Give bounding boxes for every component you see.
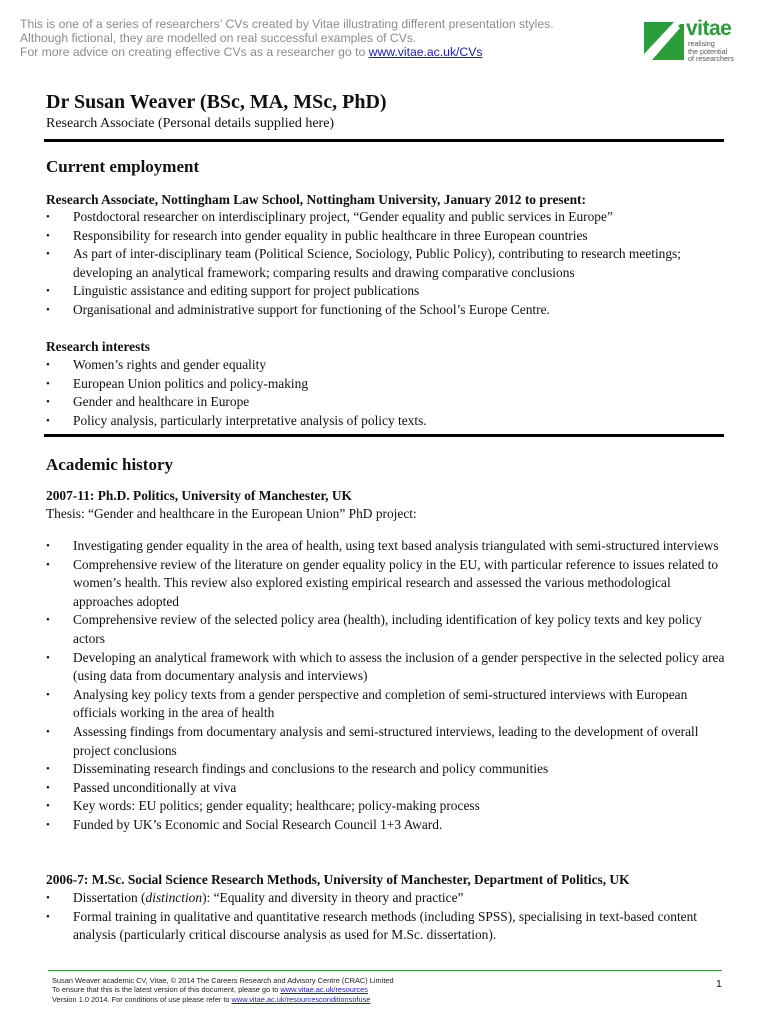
conditions-link[interactable]: www.vitae.ac.uk/resourcesconditionsofuse: [231, 994, 371, 1004]
vitae-logo-mark-icon: [644, 20, 684, 60]
intro-banner: [20, 17, 600, 59]
footer-version-note: [52, 985, 652, 994]
phd-title: 2007-11: Ph.D. Politics, University of Manchester, UK: [46, 488, 352, 503]
list-item: • Investigating gender equality in the area of health, using text based analysis triangulated with semi-structured interviews: [46, 537, 726, 556]
list-item: • Formal training in qualitative and quantitative research methods (including SPSS), specialising in text-based content analysis (particularly critical discourse analysis as used for M.Sc. dissertation).: [46, 908, 726, 945]
vitae-logo-tagline: [688, 40, 748, 63]
list-item: • Analysing key policy texts from a gender perspective and completion of semi-structured interviews with European officials working in the area of health: [46, 686, 726, 723]
list-item: [46, 889, 726, 908]
banner-line-2: Although fictional, they are modelled on real successful examples of CVs.: [20, 31, 417, 45]
phd-thesis: Thesis: “Gender and healthcare in the European Union” PhD project:: [46, 506, 417, 521]
footer-copyright: Susan Weaver academic CV, Vitae, © 2014 The Careers Research and Advisory Centre (CRAC) Limited: [52, 976, 394, 985]
list-item: • Key words: EU politics; gender equality; healthcare; policy-making process: [46, 797, 726, 816]
list-item: • Developing an analytical framework with which to assess the inclusion of a gender perspective in the selected policy area (using data from documentary analysis and interviews): [46, 649, 726, 686]
list-item: • Linguistic assistance and editing support for project publications: [46, 282, 726, 301]
list-item: • Comprehensive review of the literature on gender equality policy in the EU, with particular reference to issues related to women’s health. This review also explored existing empirical research and assessed the various methodological approaches adopted: [46, 556, 726, 612]
footer-line-3-text: Version 1.0 2014. For conditions of use please refer to: [52, 994, 232, 1004]
employment-heading: Current employment: [46, 157, 200, 176]
tagline-line-2: the potential: [688, 46, 728, 56]
list-item: • Policy analysis, particularly interpretative analysis of policy texts.: [46, 412, 726, 431]
footer-conditions: [52, 995, 652, 1004]
list-item: • European Union politics and policy-making: [46, 375, 726, 394]
msc-bullet-prefix: Dissertation (: [73, 890, 146, 905]
msc-title: 2006-7: M.Sc. Social Science Research Methods, University of Manchester, Department of Politics, UK: [46, 872, 630, 887]
cv-subtitle: Research Associate (Personal details supplied here): [46, 116, 335, 131]
footer-line-2-text: To ensure that this is the latest version of this document, please go to: [52, 985, 281, 995]
list-item: • Funded by UK’s Economic and Social Research Council 1+3 Award.: [46, 816, 726, 835]
resources-link[interactable]: www.vitae.ac.uk/resources: [280, 985, 368, 995]
vitae-logo: [644, 17, 744, 64]
page-number: 1: [716, 978, 722, 990]
list-item: • Responsibility for research into gender equality in public healthcare in three European countries: [46, 227, 726, 246]
banner-line-3: [20, 45, 600, 59]
interests-heading: Research interests: [46, 339, 150, 354]
vitae-logo-word: vitae: [686, 17, 732, 40]
list-item: • Passed unconditionally at viva: [46, 779, 726, 798]
academic-heading: Academic history: [46, 455, 174, 474]
cv-name: Dr Susan Weaver (BSc, MA, MSc, PhD): [46, 91, 387, 113]
list-item: • Comprehensive review of the selected policy area (health), including identification of key policy texts and key policy actors: [46, 611, 726, 648]
section-divider: [44, 139, 724, 142]
tagline-line-3: of researchers: [688, 54, 734, 64]
vitae-cv-link[interactable]: www.vitae.ac.uk/CVs: [368, 45, 483, 59]
footer-divider: [48, 970, 722, 971]
section-divider: [44, 434, 724, 437]
phd-bullets: [46, 537, 726, 835]
list-item: • Women’s rights and gender equality: [46, 356, 726, 375]
employment-bullets: [46, 208, 726, 320]
msc-bullet-suffix: ): “Equality and diversity in theory and practice”: [202, 890, 464, 905]
list-item: • Organisational and administrative support for functioning of the School’s Europe Centre.: [46, 301, 726, 320]
list-item: • Postdoctoral researcher on interdisciplinary project, “Gender equality and public services in Europe”: [46, 208, 726, 227]
footer: [52, 976, 652, 1004]
list-item: • Disseminating research findings and conclusions to the research and policy communities: [46, 760, 726, 779]
msc-distinction: distinction: [145, 890, 203, 905]
banner-line-3-text: For more advice on creating effective CVs as a researcher go to: [20, 45, 369, 59]
msc-bullets: [46, 889, 726, 945]
list-item: • As part of inter-disciplinary team (Political Science, Sociology, Public Policy), contributing to research meetings; developing an analytical framework; comparing results and drawing comparative conclusions: [46, 245, 726, 282]
interests-bullets: [46, 356, 726, 430]
banner-line-1: This is one of a series of researchers’ CVs created by Vitae illustrating different presentation styles.: [20, 17, 554, 31]
list-item: • Assessing findings from documentary analysis and semi-structured interviews, leading to the development of overall project conclusions: [46, 723, 726, 760]
list-item: • Gender and healthcare in Europe: [46, 393, 726, 412]
employment-job-title: Research Associate, Nottingham Law School, Nottingham University, January 2012 to present:: [46, 192, 586, 207]
tagline-line-1: realising: [688, 39, 715, 48]
